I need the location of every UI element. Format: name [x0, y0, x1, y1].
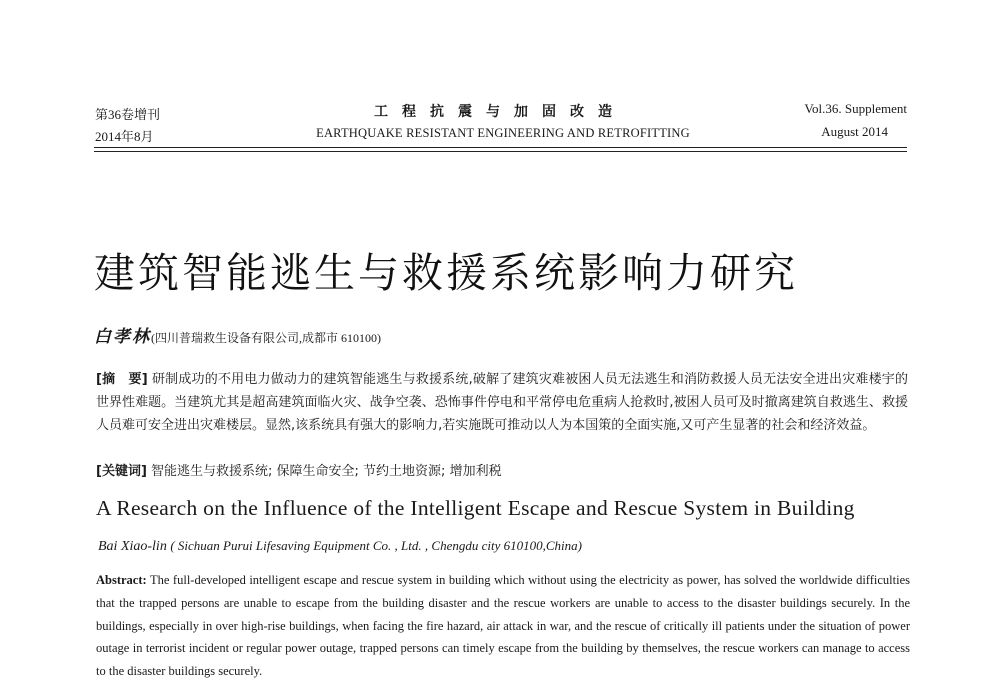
- journal-volume: 第36卷增刊: [95, 107, 161, 122]
- abstract-en: [96, 569, 910, 683]
- header-rule-thin: [94, 151, 907, 152]
- journal-date-en: August 2014: [821, 124, 888, 139]
- header-rule-thick: [94, 147, 907, 148]
- keywords-cn-label: [关键词]: [96, 464, 147, 479]
- keywords-cn-text: 智能逃生与救援系统; 保障生命安全; 节约土地资源; 增加利税: [151, 464, 502, 479]
- abstract-en-text: The full-developed intelligent escape and rescue system in building which without using the electricity as power, has solved the worldwide difficulties that the trapped persons are unable to escape from the building disaster and the rescue workers are unable to access to the disaster buildings securely. In the buildings, especially in over high-rise buildings, when facing the fire hazard, air attack in war, and the rescue of critically ill patients under the situation of power outage in terrorist incident or regular power outage, trapped persons can timely escape from the building by themselves, the rescue workers can manage to access to the disaster buildings securely.: [96, 573, 910, 679]
- journal-volume-en: Vol.36. Supplement: [804, 101, 907, 116]
- author-affiliation-en: ( Sichuan Purui Lifesaving Equipment Co. , Ltd. , Chengdu city 610100,China): [170, 538, 582, 553]
- abstract-cn-label: [摘 要]: [96, 372, 148, 387]
- abstract-cn-text: 研制成功的不用电力做动力的建筑智能逃生与救援系统,破解了建筑灾难被困人员无法逃生和消防救援人员无法安全进出灾难楼宇的世界性难题。当建筑尤其是超高建筑面临火灾、战争空袭、恐怖事件停电和平常停电危重病人抢救时,被困人员可及时撤离建筑自救逃生、救援人员难可安全进出灾难楼层。显然,该系统具有强大的影响力,若实施既可推动以人为本国策的全面实施,又可产生显著的社会和经济效益。: [96, 372, 908, 433]
- author-line-en: [98, 538, 582, 555]
- keywords-cn: [96, 460, 502, 479]
- journal-title-en: EARTHQUAKE RESISTANT ENGINEERING AND RETROFITTING: [316, 126, 690, 140]
- author-line-cn: [94, 322, 381, 347]
- author-name-en: Bai Xiao-lin: [98, 539, 167, 554]
- journal-title-cn: 工程抗震与加固改造: [374, 104, 626, 120]
- paper-title-en: A Research on the Influence of the Intelligent Escape and Rescue System in Building: [96, 496, 855, 520]
- abstract-cn: [96, 368, 908, 437]
- author-name-cn: 白孝林: [94, 327, 151, 346]
- paper-title-cn: 建筑智能逃生与救援系统影响力研究: [94, 249, 798, 297]
- abstract-en-label: Abstract:: [96, 573, 147, 587]
- journal-date: 2014年8月: [95, 129, 154, 144]
- author-affiliation-cn: (四川普瑞救生设备有限公司,成都市 610100): [151, 331, 381, 345]
